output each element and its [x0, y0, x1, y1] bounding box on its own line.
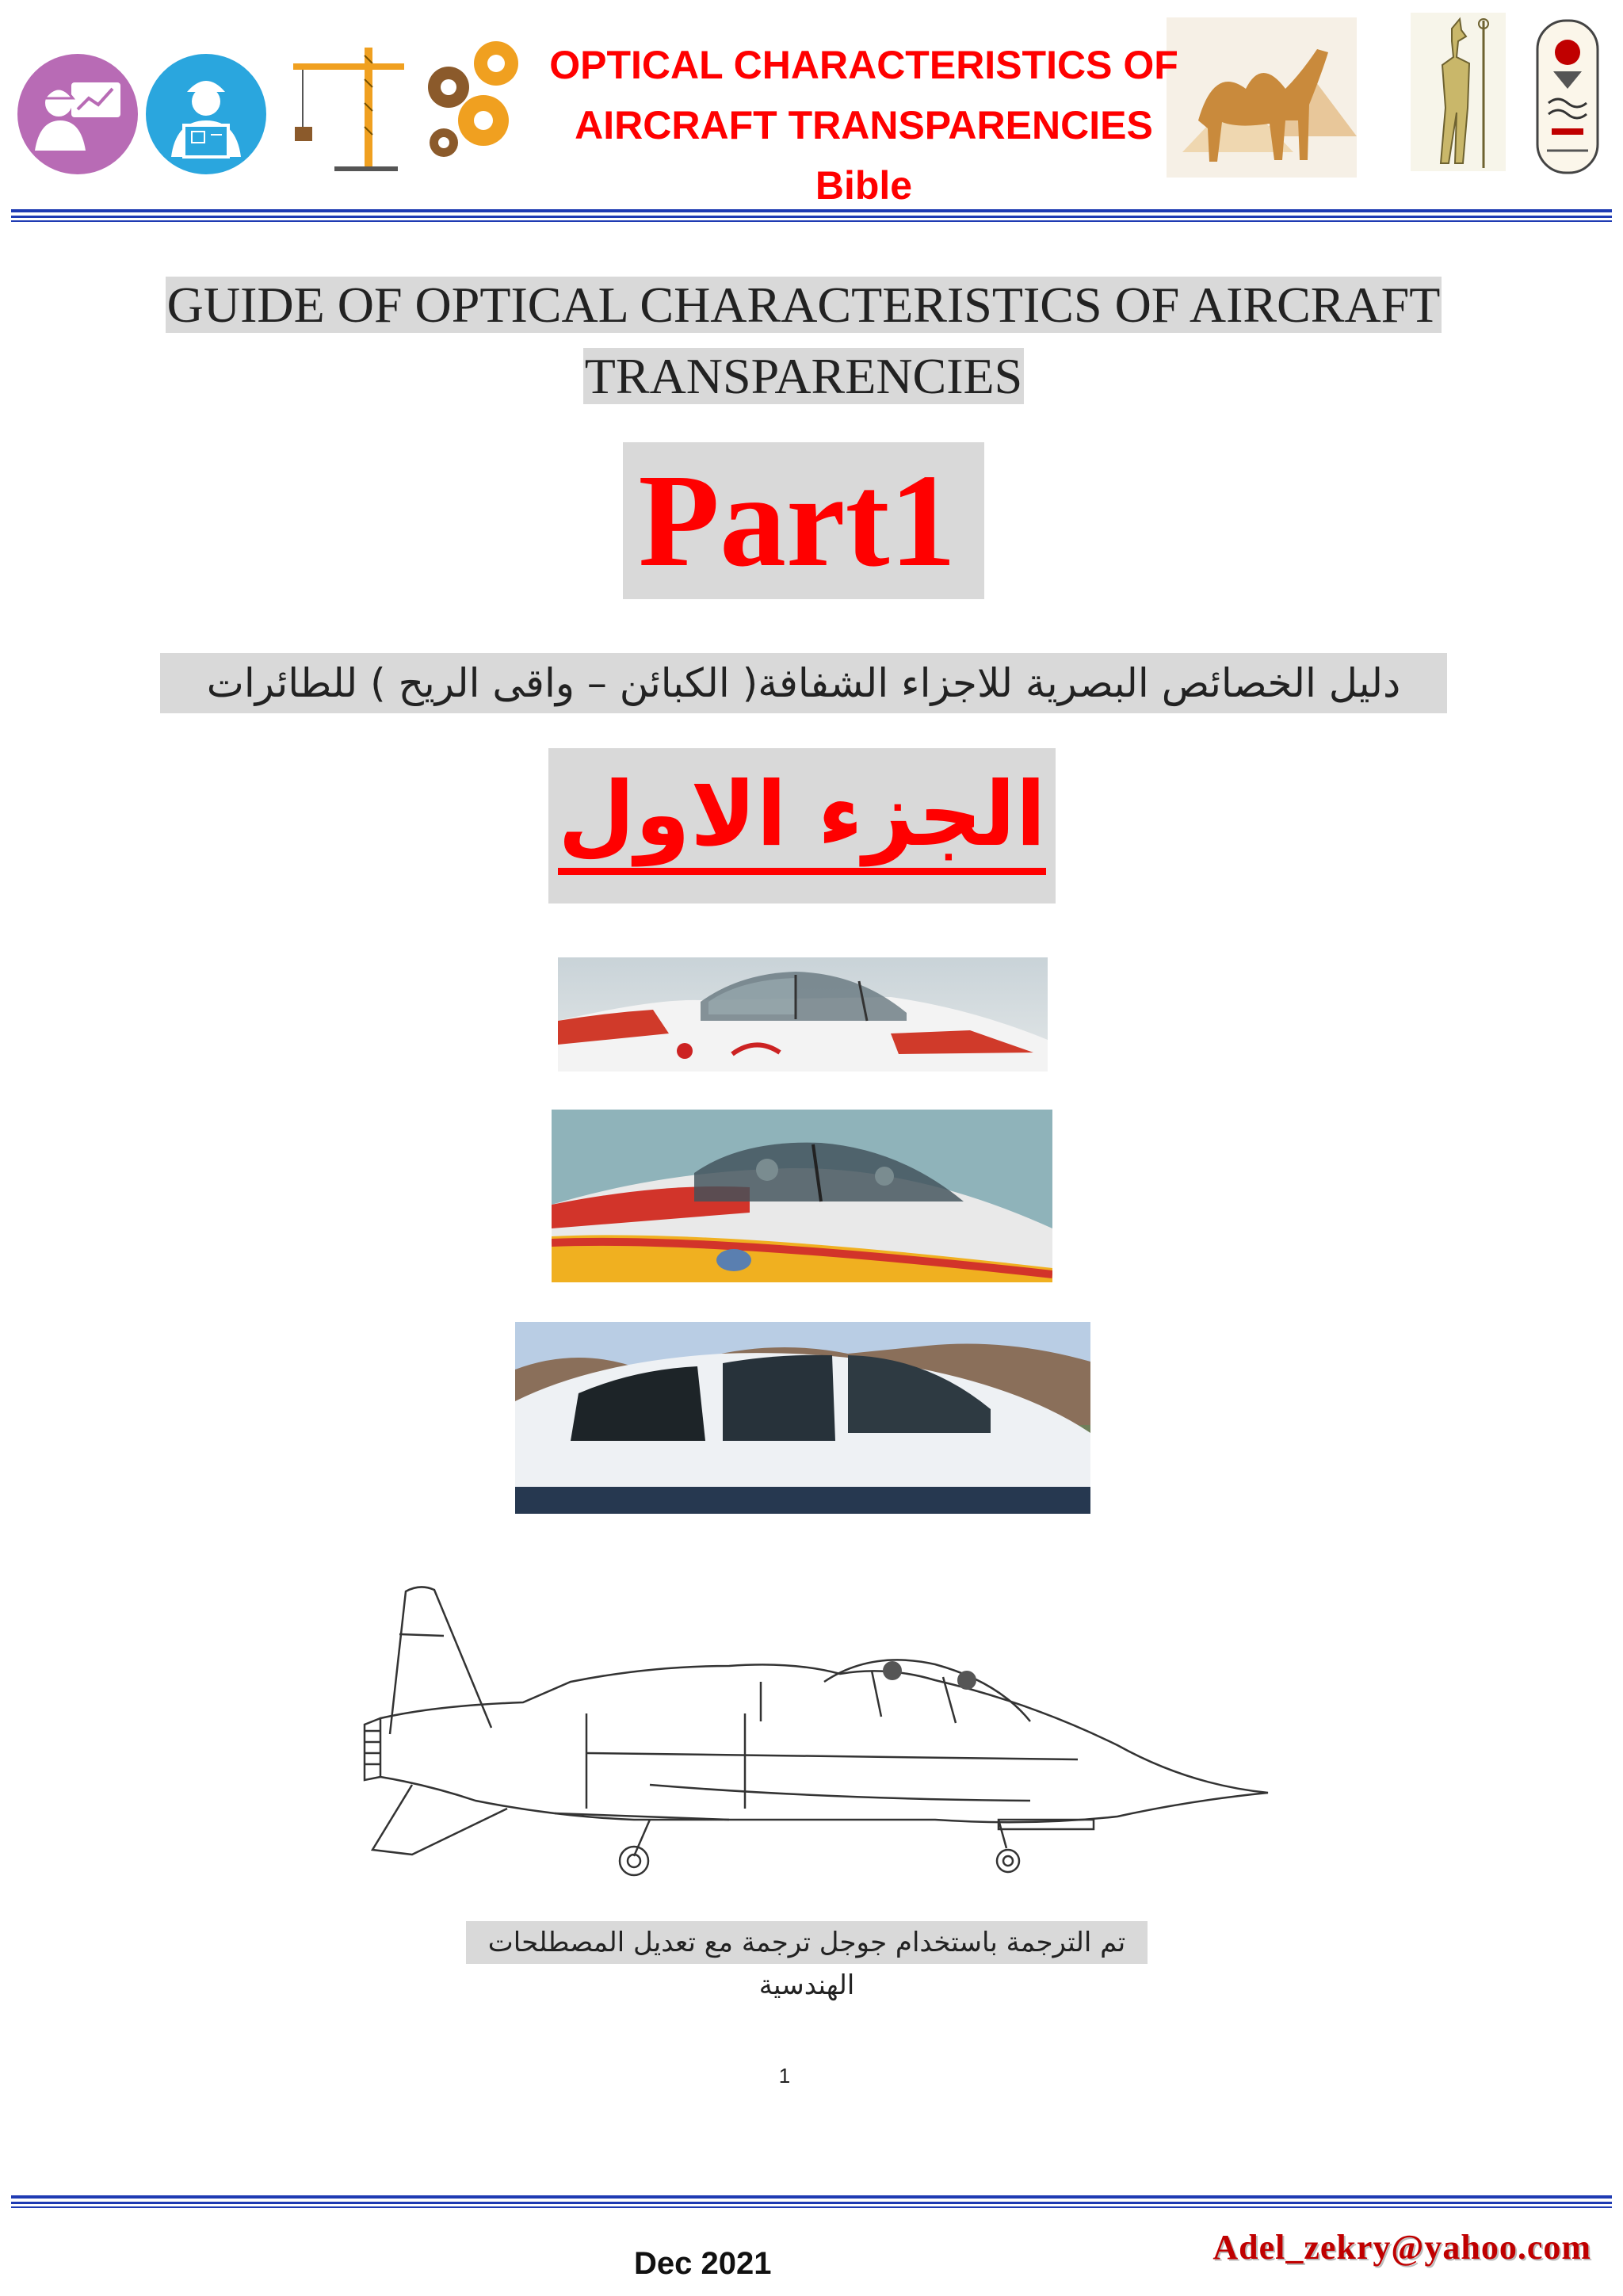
cartouche-logo	[1529, 16, 1606, 178]
part-label: Part1	[638, 447, 957, 594]
translation-note: تم الترجمة باستخدام جوجل ترجمة مع تعديل المصطلحات الهندسية	[466, 1921, 1148, 1964]
arabic-subtitle: دليل الخصائص البصرية للاجزاء الشفافة( الكبائن – واقى الريح ) للطائرات	[160, 653, 1447, 713]
engineer-presentation-logo	[16, 52, 139, 176]
anubis-logo	[1411, 13, 1506, 171]
arabic-title-text: الجزء الاول	[558, 763, 1046, 875]
guide-title-line-2: TRANSPARENCIES	[584, 348, 1023, 404]
aircraft-canopy-photo-2	[552, 1110, 1052, 1282]
footer-rule	[11, 2195, 1612, 2208]
footer-date: Dec 2021	[634, 2246, 772, 2281]
header-rule	[11, 209, 1612, 222]
header-title-line-3: Bible	[815, 163, 913, 208]
header-title	[507, 35, 1220, 216]
crane-logo	[287, 40, 406, 174]
arabic-title	[548, 748, 1056, 904]
aircraft-canopy-photo-1	[558, 957, 1048, 1072]
guide-title-line-1: GUIDE OF OPTICAL CHARACTERISTICS OF AIRCRAFT	[166, 277, 1441, 333]
aircraft-canopy-photo-3	[515, 1322, 1090, 1514]
guide-title	[115, 269, 1492, 412]
footer-email: Adel_zekry@yahoo.com	[1212, 2228, 1591, 2267]
page-number: 1	[778, 2064, 791, 2088]
header-title-line-2: AIRCRAFT TRANSPARENCIES	[575, 103, 1153, 147]
header-title-line-1: OPTICAL CHARACTERISTICS OF	[549, 43, 1178, 87]
engineer-blueprint-logo	[144, 52, 268, 176]
jet-trainer-line-drawing	[317, 1547, 1287, 1889]
